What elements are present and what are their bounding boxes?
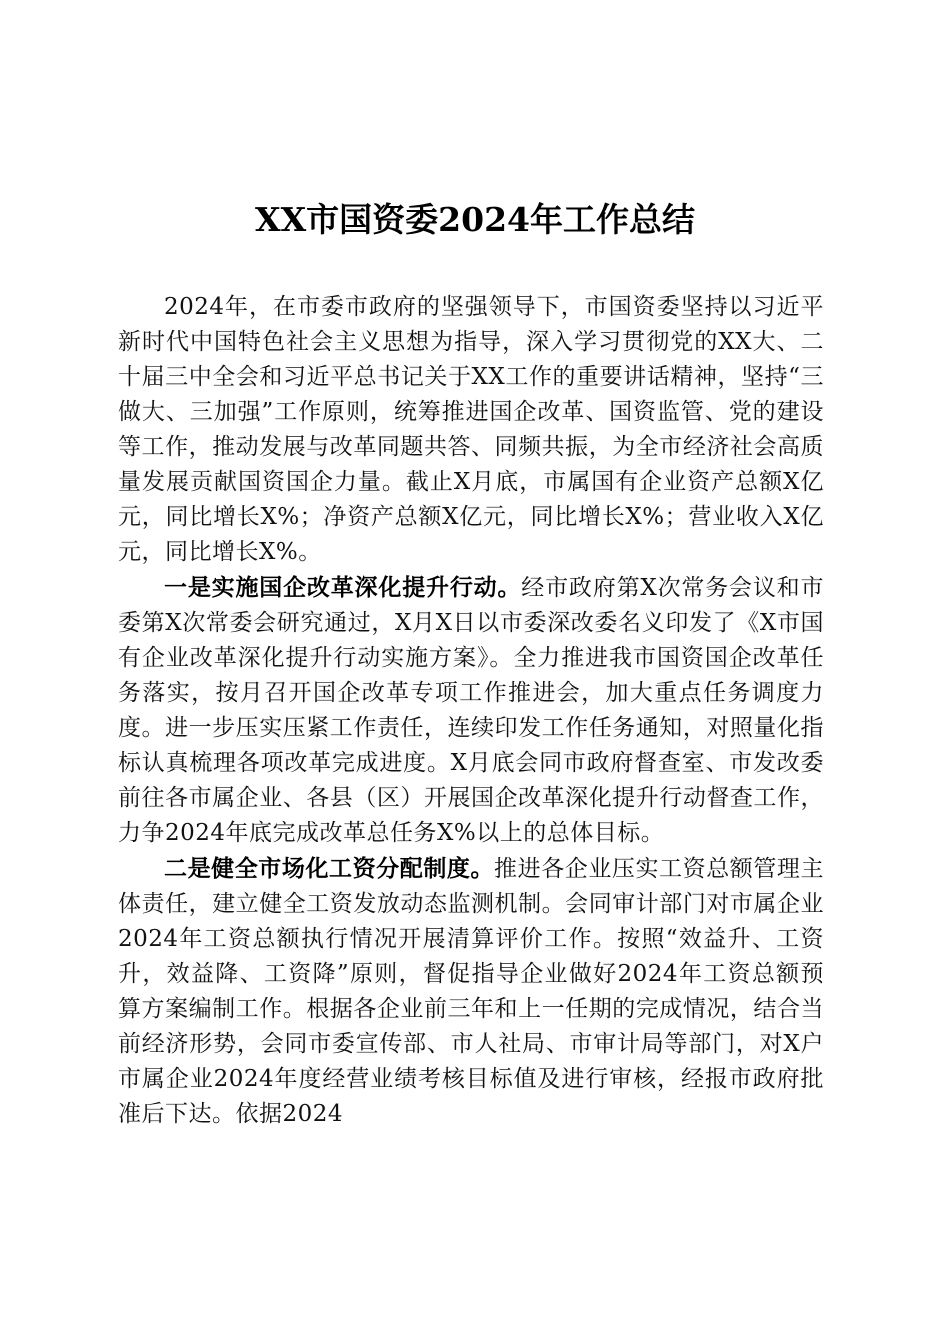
document-body <box>118 290 824 1132</box>
paragraph-intro <box>118 290 824 570</box>
paragraph-wages <box>118 851 824 1132</box>
paragraph-heading: 一是实施国企改革深化提升行动。 <box>164 574 522 601</box>
document-title: XX市国资委2024年工作总结 <box>254 200 696 239</box>
paragraph-text: 推进各企业压实工资总额管理主体责任，建立健全工资发放动态监测机制。会同审计部门对市属企业2024年工资总额执行情况开展清算评价工作。按照“效益升、工资升，效益降、工资降”原则，督促指导企业做好2024年工资总额预算方案编制工作。根据各企业前三年和上一任期的完成情况，结合当前经济形势，会同市委宣传部、市人社局、市审计局等部门，对X户市属企业2024年度经营业绩考核目标值及进行审核，经报市政府批准后下达。依据2024 <box>118 856 825 1127</box>
paragraph-reform <box>118 570 824 851</box>
paragraph-text: 2024年，在市委市政府的坚强领导下，市国资委坚持以习近平新时代中国特色社会主义思想为指导，深入学习贯彻党的XX大、二十届三中全会和习近平总书记关于XX工作的重要讲话精神，坚持“三做大、三加强”工作原则，统筹推进国企改革、国资监管、党的建设等工作，推动发展与改革同题共答、同频共振，为全市经济社会高质量发展贡献国资国企力量。截止X月底，市属国有企业资产总额X亿元，同比增长X%；净资产总额X亿元，同比增长X%；营业收入X亿元，同比增长X%。 <box>118 294 824 565</box>
paragraph-heading: 二是健全市场化工资分配制度。 <box>164 855 495 882</box>
paragraph-text: 经市政府第X次常务会议和市委第X次常委会研究通过，X月X日以市委深改委名义印发了《X市国有企业改革深化提升行动实施方案》。全力推进我市国资国企改革任务落实，按月召开国企改革专项工作推进会，加大重点任务调度力度。进一步压实压紧工作责任，连续印发工作任务通知，对照量化指标认真梳理各项改革完成进度。X月底会同市政府督查室、市发改委前往各市属企业、各县（区）开展国企改革深化提升行动督查工作，力争2024年底完成改革总任务X%以上的总体目标。 <box>118 575 825 846</box>
